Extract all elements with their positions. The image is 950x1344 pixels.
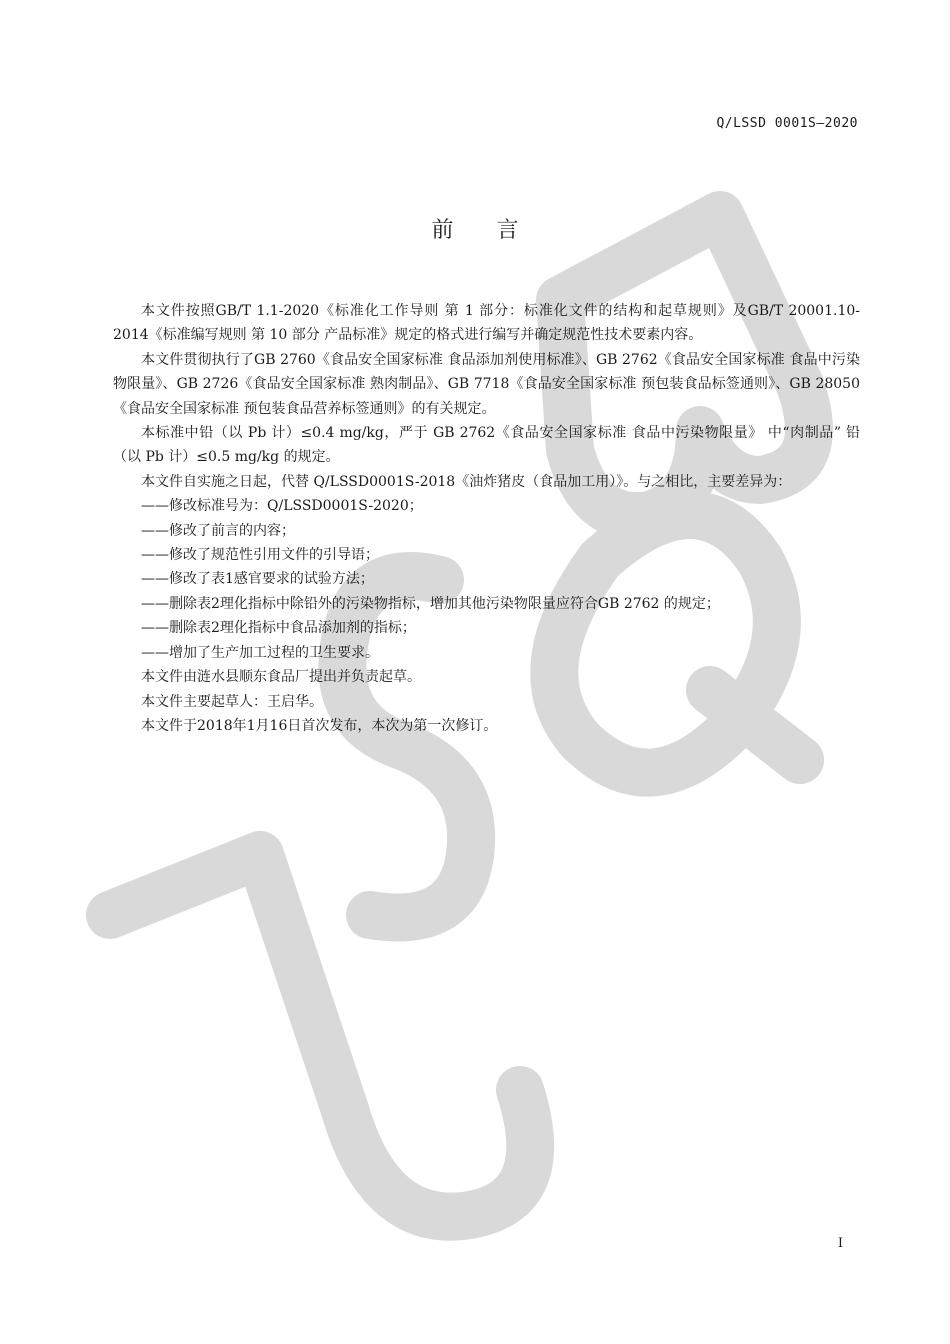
page-number: I <box>837 1236 843 1251</box>
release-history: 本文件于2018年1月16日首次发布，本次为第一次修订。 <box>141 717 498 734</box>
change-item: ——修改了表1感官要求的试验方法； <box>141 571 374 588</box>
drafting-unit: 本文件由涟水县顺东食品厂提出并负责起草。 <box>141 669 421 686</box>
document-code: Q/LSSD 0001S—2020 <box>716 116 858 131</box>
paragraph-lead-limit: 本标准中铅（以 Pb 计）≤0.4 mg/kg，严于 GB 2762《食品安全国家标准 食品中污染物限量》 中“肉制品” 铅（以 Pb 计）≤0.5 mg/kg 的规定。 <box>113 425 860 466</box>
drafter: 本文件主要起草人：王启华。 <box>141 693 323 710</box>
page-title: 前 言 <box>431 218 537 243</box>
change-item: ——删除表2理化指标中除铅外的污染物指标，增加其他污染物限量应符合GB 2762 的规定； <box>141 595 720 612</box>
paragraph-referenced-standards: 本文件贯彻执行了GB 2760《食品安全国家标准 食品添加剂使用标准》、GB 2762《食品安全国家标准 食品中污染物限量》、GB 2726《食品安全国家标准 熟肉制品》、GB 7718《食品安全国家标准 预包装食品标签通则》、GB 28050《食品安全国家标准 预包装食品营养标签通则》的有关规定。 <box>113 351 860 417</box>
paragraph-replacement: 本文件自实施之日起，代替 Q/LSSD0001S-2018《油炸猪皮（食品加工用）》。与之相比，主要差异为： <box>141 473 792 490</box>
change-item: ——修改了规范性引用文件的引导语； <box>141 547 379 564</box>
change-item: ——修改标准号为：Q/LSSD0001S-2020； <box>141 498 423 515</box>
change-item: ——删除表2理化指标中食品添加剂的指标； <box>141 620 416 637</box>
change-item: ——修改了前言的内容； <box>141 522 295 539</box>
change-item: ——增加了生产加工过程的卫生要求。 <box>141 644 379 661</box>
paragraph-format: 本文件按照GB/T 1.1-2020《标准化工作导则 第 1 部分：标准化文件的结构和起草规则》及GB/T 20001.10-2014《标准编写规则 第 10 部分 产品标准》规定的格式进行编写并确定规范性技术要素内容。 <box>113 303 860 344</box>
watermark-letter-j <box>110 855 530 1217</box>
foreword-body <box>113 299 860 738</box>
